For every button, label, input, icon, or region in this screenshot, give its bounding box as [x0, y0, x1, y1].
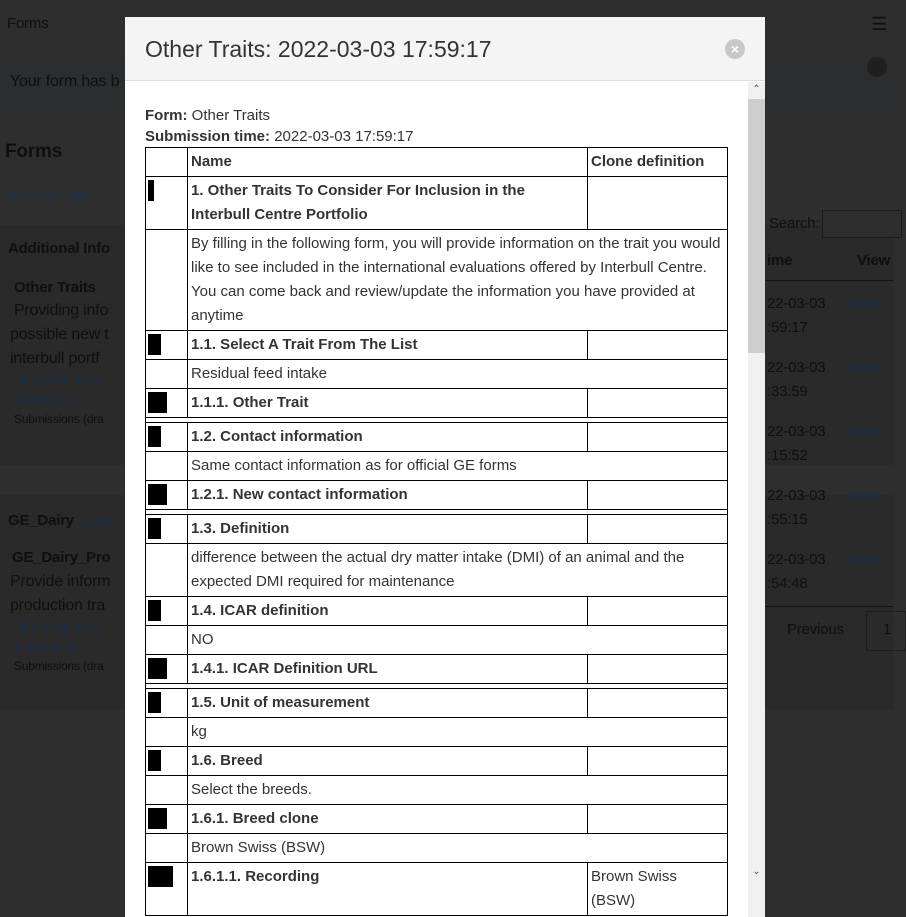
- question-name: 1. Other Traits To Consider For Inclusion in the Interbull Centre Portfolio: [188, 177, 588, 230]
- level-indicator: [148, 692, 161, 713]
- indicator-cell: [146, 597, 188, 626]
- answer-row: [146, 718, 728, 747]
- indicator-cell: [146, 544, 188, 597]
- indicator-cell: [146, 834, 188, 863]
- view-link[interactable]: view: [849, 487, 879, 504]
- question-name: 1.4.1. ICAR Definition URL: [188, 655, 588, 684]
- question-row: [146, 423, 728, 452]
- modal-title: Other Traits: 2022-03-03 17:59:17: [145, 36, 492, 62]
- clone-definition: [588, 331, 728, 360]
- name-header: Name: [188, 148, 588, 177]
- indicator-cell: [146, 626, 188, 655]
- hamburger-menu-icon[interactable]: ☰: [871, 14, 887, 34]
- view-link[interactable]: view: [849, 551, 879, 568]
- group-title: Additional Info: [8, 240, 110, 257]
- row-date: 22-03-03: [767, 487, 826, 504]
- view-link[interactable]: view: [849, 423, 879, 440]
- form-label: Form:: [145, 107, 188, 124]
- indicator-cell: [146, 230, 188, 331]
- form-title: GE_Dairy_Pro: [12, 549, 111, 566]
- question-name: 1.5. Unit of measurement: [188, 689, 588, 718]
- indicator-cell: [146, 331, 188, 360]
- col-view: View: [857, 252, 891, 269]
- clone-definition: [588, 515, 728, 544]
- indicator-cell: [146, 689, 188, 718]
- row-date: 22-03-03: [767, 359, 826, 376]
- clone-definition: [588, 423, 728, 452]
- answer-row: [146, 452, 728, 481]
- question-row: [146, 747, 728, 776]
- fill-blank-link[interactable]: Fill in blank form: [14, 373, 98, 387]
- question-name: 1.6. Breed: [188, 747, 588, 776]
- answer-text: By filling in the following form, you will provide information on the trait you would like to see included in the international evaluations offered by Interbull Centre. You can come back and review/update the information you have provided at anytime: [188, 230, 728, 331]
- indicator-cell: [146, 718, 188, 747]
- question-name: 1.2.1. New contact information: [188, 481, 588, 510]
- view-link[interactable]: view: [849, 295, 879, 312]
- question-name: 1.6.1.1. Recording: [188, 863, 588, 916]
- indicator-header: [146, 148, 188, 177]
- answer-row: [146, 626, 728, 655]
- close-icon[interactable]: ×: [725, 39, 745, 59]
- clone-definition: [588, 597, 728, 626]
- answer-text: kg: [188, 718, 728, 747]
- question-row: [146, 689, 728, 718]
- answer-text: Same contact information as for official GE forms: [188, 452, 728, 481]
- alert-close-icon[interactable]: [867, 57, 887, 77]
- col-time: ime: [767, 252, 793, 269]
- indicator-cell: [146, 360, 188, 389]
- scrollbar-thumb[interactable]: [748, 99, 765, 353]
- fill-blank-link[interactable]: Fill in blank form: [14, 620, 98, 634]
- answer-text: Residual feed intake: [188, 360, 728, 389]
- submissions-text: Submissions (dra: [14, 659, 104, 673]
- create-form-link[interactable]: Create new form: [5, 188, 91, 202]
- clone-header: Clone definition: [588, 148, 728, 177]
- table-divider: [765, 606, 893, 607]
- row-time: :33:59: [767, 383, 808, 400]
- answer-text: difference between the actual dry matter intake (DMI) of an animal and the expected DMI required for maintenance: [188, 544, 728, 597]
- scroll-down-icon[interactable]: ⌄: [752, 866, 761, 877]
- modal-header: [125, 17, 765, 81]
- indicator-cell: [146, 481, 188, 510]
- page-1-button[interactable]: 1: [866, 611, 906, 651]
- answer-text: NO: [188, 626, 728, 655]
- question-row: [146, 481, 728, 510]
- indicator-cell: [146, 747, 188, 776]
- nav-title: Forms: [7, 15, 49, 32]
- search-input[interactable]: [822, 210, 902, 238]
- form-desc: production tra: [10, 597, 106, 614]
- row-time: :15:52: [767, 447, 808, 464]
- level-indicator: [148, 866, 173, 887]
- question-row: [146, 863, 728, 916]
- indicator-cell: [146, 805, 188, 834]
- clone-definition: [588, 481, 728, 510]
- form-desc: Providing info: [14, 302, 109, 319]
- form-value: Other Traits: [191, 107, 271, 124]
- indicator-cell: [146, 776, 188, 805]
- previous-button[interactable]: Previous: [787, 621, 844, 638]
- indicator-cell: [146, 515, 188, 544]
- indicator-cell: [146, 655, 188, 684]
- row-time: :55:15: [767, 511, 808, 528]
- form-title: Other Traits: [14, 279, 96, 296]
- table-divider: [765, 280, 893, 281]
- time-value: 2022-03-03 17:59:17: [274, 128, 414, 145]
- clone-definition: [588, 655, 728, 684]
- clone-definition: [588, 747, 728, 776]
- level-indicator: [148, 180, 154, 201]
- indicator-cell: [146, 863, 188, 916]
- clone-definition: [588, 177, 728, 230]
- submission-table: [145, 147, 728, 916]
- scroll-up-icon[interactable]: ⌃: [752, 84, 761, 95]
- answer-text: Brown Swiss (BSW): [188, 834, 728, 863]
- forms-heading: Forms: [5, 141, 63, 162]
- level-indicator: [148, 392, 167, 413]
- group-title: GE_Dairy: [8, 512, 74, 529]
- delete-form-link[interactable]: Delete form: [14, 392, 74, 406]
- answer-text: Select the breeds.: [188, 776, 728, 805]
- question-name: 1.1. Select A Trait From The List: [188, 331, 588, 360]
- question-name: 1.2. Contact information: [188, 423, 588, 452]
- level-indicator: [148, 808, 167, 829]
- level-indicator: [148, 750, 161, 771]
- indicator-cell: [146, 177, 188, 230]
- submission-modal: [125, 17, 765, 917]
- question-name: 1.6.1. Breed clone: [188, 805, 588, 834]
- row-date: 22-03-03: [767, 295, 826, 312]
- form-desc: interbull portf: [10, 350, 100, 367]
- question-row: [146, 177, 728, 230]
- answer-row: [146, 360, 728, 389]
- clone-definition: [588, 689, 728, 718]
- show-hide-link[interactable]: show/h: [78, 514, 115, 528]
- clone-definition: [588, 389, 728, 418]
- question-name: 1.3. Definition: [188, 515, 588, 544]
- question-name: 1.1.1. Other Trait: [188, 389, 588, 418]
- answer-row: [146, 834, 728, 863]
- question-row: [146, 805, 728, 834]
- level-indicator: [148, 426, 161, 447]
- question-row: [146, 597, 728, 626]
- question-row: [146, 389, 728, 418]
- question-name: 1.4. ICAR definition: [188, 597, 588, 626]
- form-desc: Provide inform: [10, 573, 111, 590]
- clone-definition: Brown Swiss (BSW): [588, 863, 728, 916]
- question-row: [146, 655, 728, 684]
- row-date: 22-03-03: [767, 551, 826, 568]
- level-indicator: [148, 600, 161, 621]
- level-indicator: [148, 518, 161, 539]
- view-link[interactable]: view: [849, 359, 879, 376]
- time-label: Submission time:: [145, 128, 271, 145]
- indicator-cell: [146, 423, 188, 452]
- row-time: :54:48: [767, 575, 808, 592]
- answer-row: [146, 544, 728, 597]
- modal-body: [125, 82, 748, 917]
- row-date: 22-03-03: [767, 423, 826, 440]
- answer-row: [146, 776, 728, 805]
- modal-scrollbar[interactable]: [748, 82, 765, 917]
- row-time: :59:17: [767, 319, 808, 336]
- search-label: Search:: [769, 215, 820, 232]
- clone-definition: [588, 805, 728, 834]
- submissions-text: Submissions (dra: [14, 412, 104, 426]
- alert-text: Your form has b: [10, 73, 120, 90]
- level-indicator: [148, 484, 167, 505]
- delete-form-link[interactable]: Delete form: [14, 640, 74, 654]
- question-row: [146, 515, 728, 544]
- level-indicator: [148, 334, 161, 355]
- indicator-cell: [146, 389, 188, 418]
- answer-row: [146, 230, 728, 331]
- level-indicator: [148, 658, 167, 679]
- indicator-cell: [146, 452, 188, 481]
- form-desc: possible new t: [10, 326, 109, 343]
- question-row: [146, 331, 728, 360]
